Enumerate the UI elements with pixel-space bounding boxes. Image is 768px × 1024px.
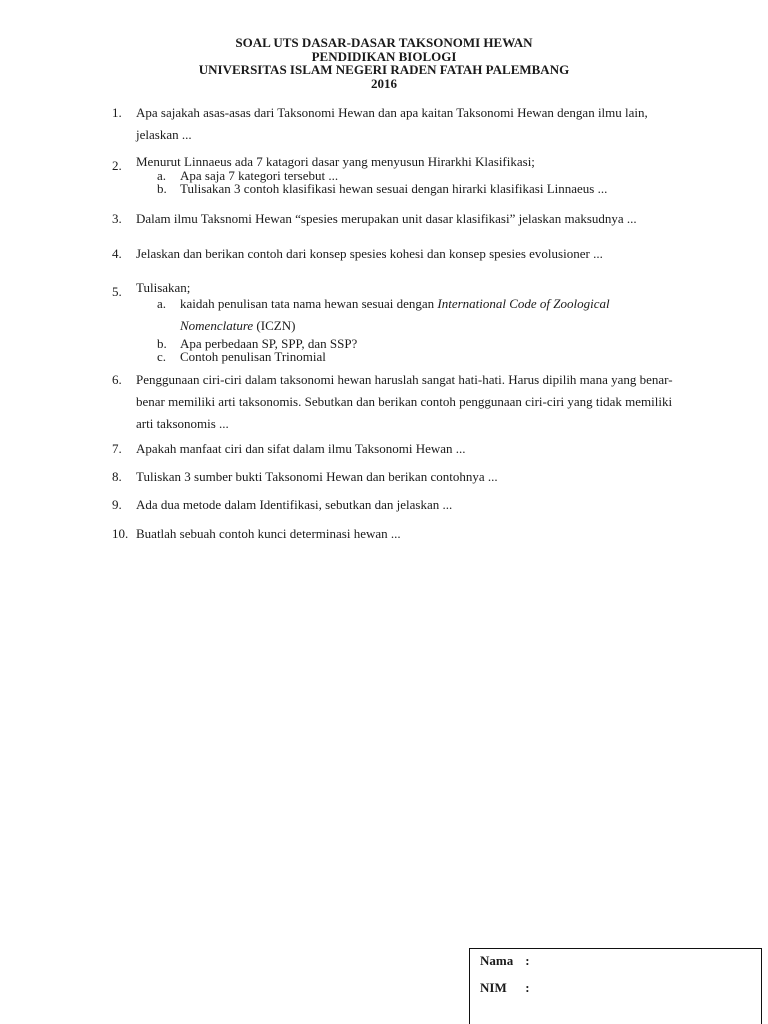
question-number: 10. bbox=[112, 526, 129, 541]
question-number: 2. bbox=[112, 158, 122, 173]
sub-question-label: b. bbox=[157, 336, 167, 351]
question-3 bbox=[112, 208, 692, 230]
question-number: 4. bbox=[112, 246, 122, 261]
sub-question-text: Apa perbedaan SP, SPP, dan SSP? bbox=[180, 336, 358, 351]
university-name: UNIVERSITAS ISLAM NEGERI RADEN FATAH PALEMBANG bbox=[198, 62, 570, 77]
student-id-box bbox=[469, 948, 762, 1024]
sub-question bbox=[157, 350, 692, 363]
question-text: Apa sajakah asas-asas dari Taksonomi Hewan dan apa kaitan Taksonomi Hewan dengan ilmu lain, jelaskan ... bbox=[136, 105, 648, 142]
sub-question-label: c. bbox=[157, 349, 167, 364]
exam-header bbox=[0, 36, 768, 90]
question-number: 8. bbox=[112, 469, 122, 484]
question-2 bbox=[112, 155, 692, 195]
program-name: PENDIDIKAN BIOLOGI bbox=[311, 48, 457, 64]
question-7 bbox=[112, 438, 692, 460]
question-8 bbox=[112, 466, 692, 488]
sub-question-label: a. bbox=[157, 168, 167, 183]
question-4 bbox=[112, 243, 692, 265]
exam-year: 2016 bbox=[371, 75, 397, 91]
question-text: Ada dua metode dalam Identifikasi, sebutkan dan jelaskan ... bbox=[136, 497, 453, 512]
question-text: Menurut Linnaeus ada 7 katagori dasar yang menyusun Hirarkhi Klasifikasi; bbox=[136, 154, 535, 169]
sub-question bbox=[157, 297, 627, 341]
exam-title: SOAL UTS DASAR-DASAR TAKSONOMI HEWAN bbox=[235, 35, 533, 50]
question-text: Dalam ilmu Taksnomi Hewan “spesies merupakan unit dasar klasifikasi” jelaskan maksudnya ... bbox=[136, 211, 637, 226]
question-number: 3. bbox=[112, 211, 122, 226]
question-6 bbox=[112, 369, 692, 435]
nama-label: Nama bbox=[480, 953, 514, 968]
question-number: 6. bbox=[112, 372, 122, 387]
question-10 bbox=[112, 523, 692, 545]
sub-question-text: Contoh penulisan Trinomial bbox=[180, 349, 326, 364]
nim-colon: : bbox=[525, 980, 530, 995]
nama-row bbox=[480, 953, 530, 969]
question-text: Buatlah sebuah contoh kunci determinasi hewan ... bbox=[136, 526, 401, 541]
question-text: Tulisakan; bbox=[136, 280, 191, 295]
question-number: 1. bbox=[112, 105, 122, 120]
question-5 bbox=[112, 281, 692, 363]
question-1 bbox=[112, 102, 692, 146]
sub-question-text: kaidah penulisan tata nama hewan sesuai dengan bbox=[180, 296, 438, 311]
question-text: Penggunaan ciri-ciri dalam taksonomi hewan haruslah sangat hati-hati. Harus dipilih mana yang benar-benar memiliki arti taksonomis. Sebutkan dan berikan contoh penggunaan ciri-ciri yang tidak memiliki arti taksonomis ... bbox=[136, 372, 673, 431]
question-number: 9. bbox=[112, 497, 122, 512]
sub-question-label: a. bbox=[157, 296, 167, 311]
question-number: 5. bbox=[112, 284, 122, 299]
question-text: Jelaskan dan berikan contoh dari konsep spesies kohesi dan konsep spesies evolusioner ... bbox=[136, 246, 603, 261]
question-number: 7. bbox=[112, 441, 122, 456]
sub-question-text: Tulisakan 3 contoh klasifikasi hewan sesuai dengan hirarki klasifikasi Linnaeus ... bbox=[180, 181, 608, 196]
code-name: International Code of Zoological Nomenclature bbox=[180, 296, 610, 333]
nim-label: NIM bbox=[480, 980, 507, 995]
question-text: Tuliskan 3 sumber bukti Taksonomi Hewan dan berikan contohnya ... bbox=[136, 469, 498, 484]
nama-colon: : bbox=[525, 953, 530, 968]
sub-question-text: Apa saja 7 kategori tersebut ... bbox=[180, 168, 339, 183]
question-text: Apakah manfaat ciri dan sifat dalam ilmu Taksonomi Hewan ... bbox=[136, 441, 466, 456]
sub-question bbox=[157, 182, 692, 195]
code-abbrev: (ICZN) bbox=[253, 318, 296, 333]
sub-question-label: b. bbox=[157, 181, 167, 196]
question-9 bbox=[112, 494, 692, 516]
nim-row bbox=[480, 980, 530, 996]
